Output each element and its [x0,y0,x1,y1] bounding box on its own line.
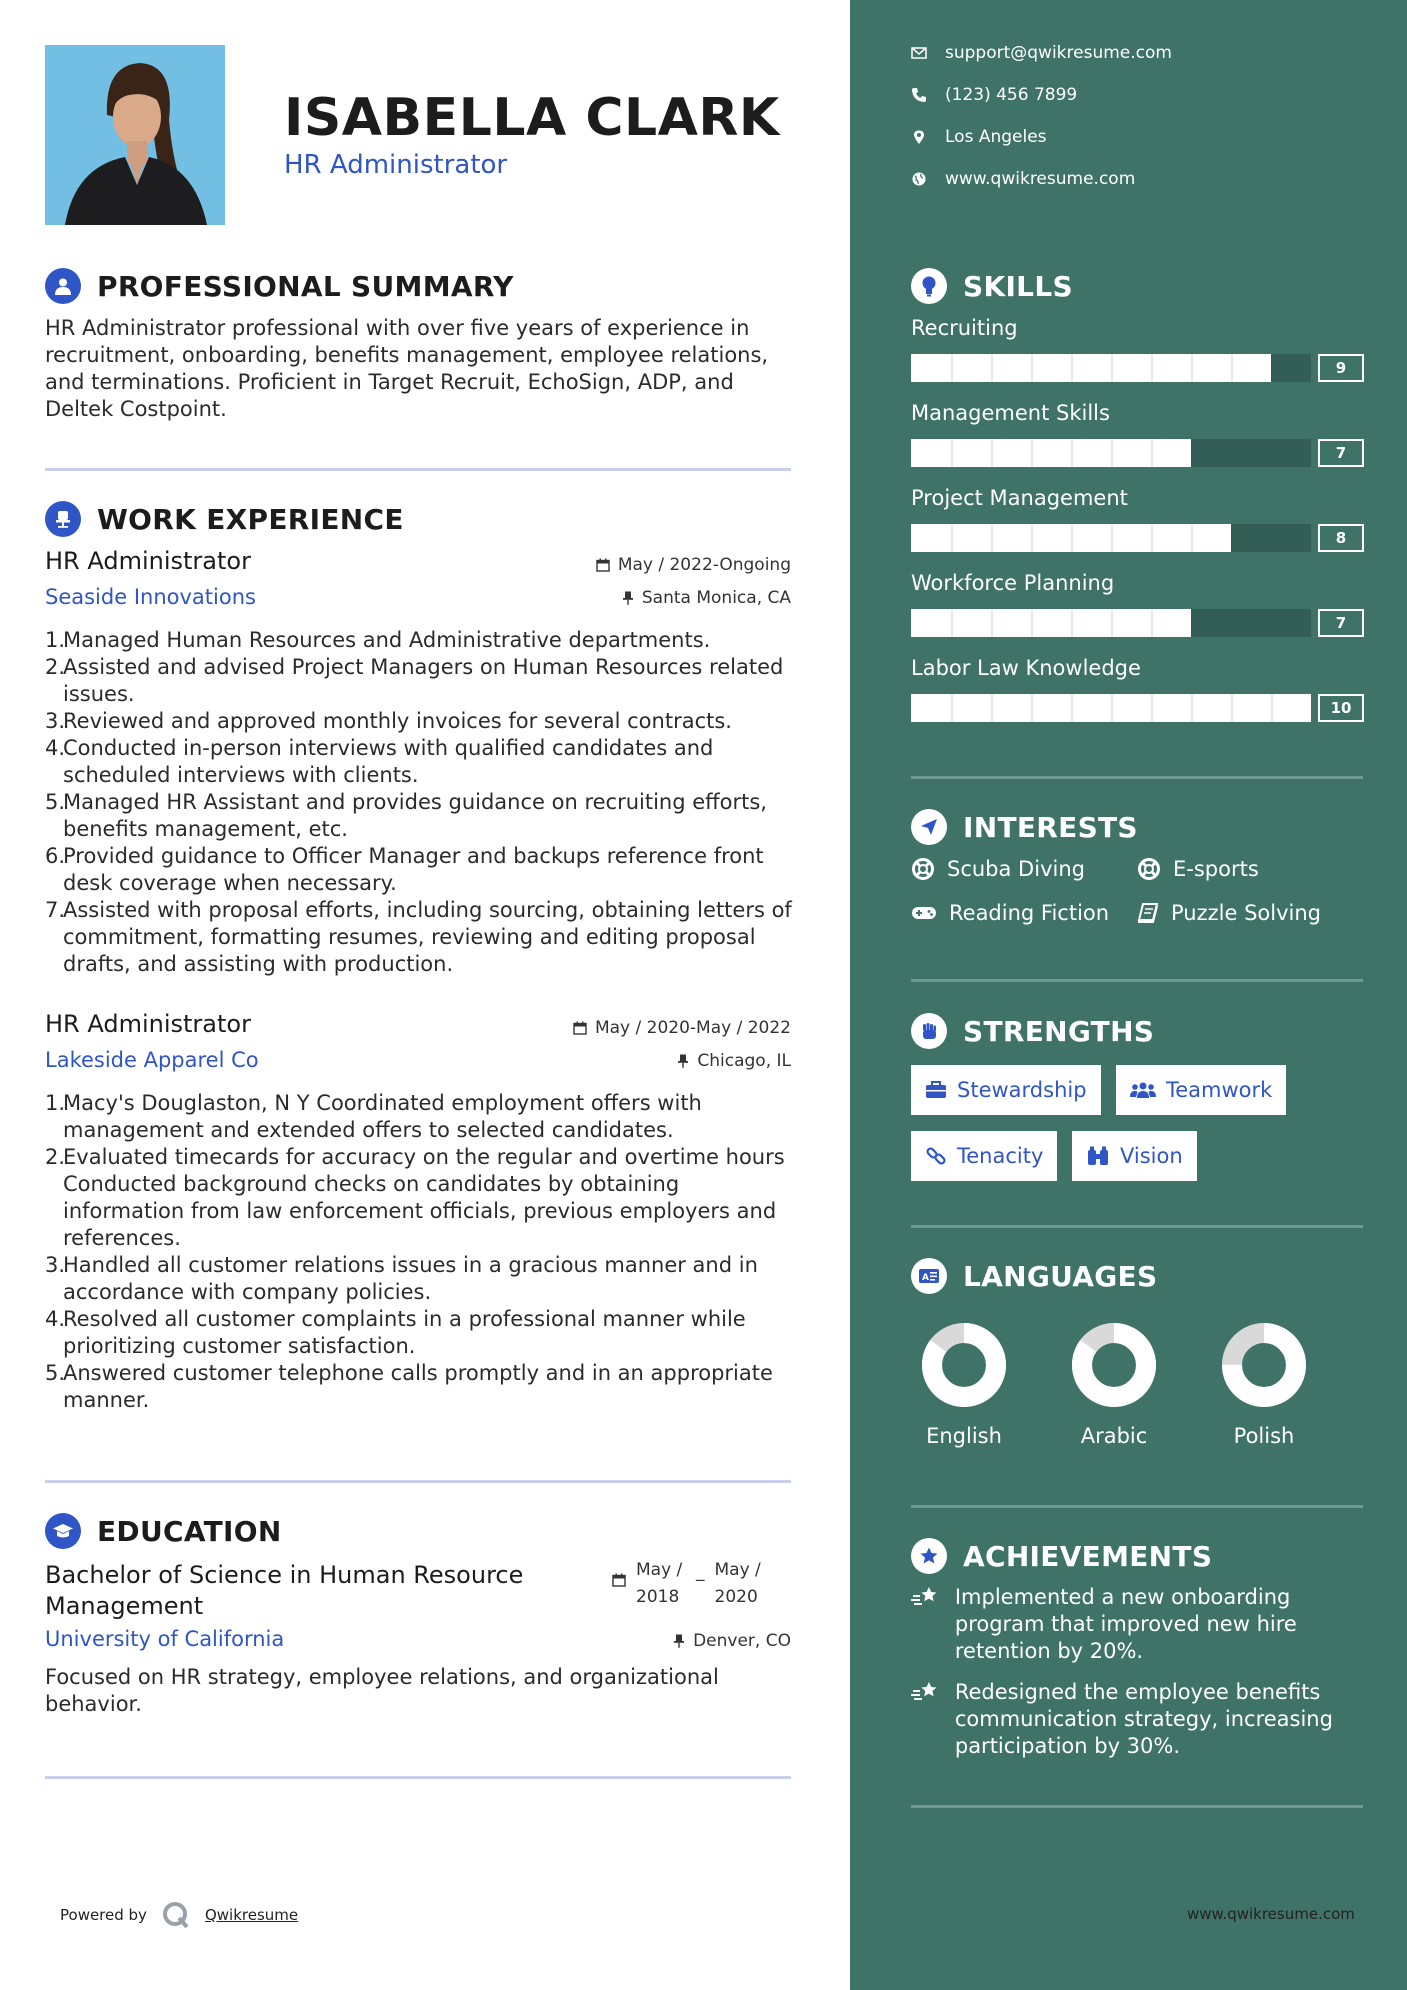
skill-bar-segment [1151,439,1153,467]
list-item: 4. Resolved all customer complaints in a professional manner while prioritizing customer satisfaction. [45,1307,746,1358]
gamepad-icon [911,904,937,922]
skill-name: Labor Law Knowledge [911,656,1141,680]
skill-bar-segment [1231,694,1233,722]
list-item: 5. Answered customer telephone calls promptly and in an appropriate manner. [45,1361,773,1412]
job-date-text: May / 2020-May / 2022 [594,1018,791,1038]
divider [911,776,1363,779]
powered-by [60,1900,298,1930]
paper-plane-icon [911,809,947,845]
skill-score: 7 [1318,609,1364,637]
education-date [612,1557,765,1611]
skill-bar-segment [951,354,953,382]
education-location [673,1631,791,1651]
svg-text:A: A [922,1273,929,1283]
binoculars-icon [1086,1146,1110,1166]
list-item: 1. Managed Human Resources and Administrative departments. [45,628,711,652]
education-heading [45,1513,282,1549]
divider [911,1225,1363,1228]
skill-bar-segment [1111,524,1113,552]
education-title: EDUCATION [97,1514,282,1548]
skill-bar-segment [991,354,993,382]
strength-chip: Vision [1072,1131,1197,1181]
interests-title: INTERESTS [963,810,1138,844]
list-item: 7. Assisted with proposal efforts, including sourcing, obtaining letters of commitment, formatting resumes, reviewing and editing proposal drafts, and assisting with production. [45,898,792,976]
skill-bar-segment [951,609,953,637]
contact-website[interactable]: www.qwikresume.com [911,169,1135,189]
education-description: Focused on HR strategy, employee relations, and organizational behavior. [45,1665,719,1716]
achievement-item: Implemented a new onboarding program that improved new hire retention by 20%. [911,1584,1363,1665]
degree-name: Bachelor of Science in Human Resource Management [45,1561,524,1620]
skill-bar-segment [1271,694,1273,722]
calendar-icon [573,1021,587,1035]
pin-icon [673,1634,685,1648]
shooting-star-icon [911,1584,941,1610]
briefcase-icon [925,1081,947,1099]
skill-bar-segment [1151,524,1153,552]
skill-bar-segment [1111,439,1113,467]
skill-bar-segment [1111,354,1113,382]
skill-bar-segment [951,439,953,467]
skill-bar-segment [1191,524,1193,552]
interest-item: Scuba Diving [911,857,1085,881]
contact-email[interactable]: support@qwikresume.com [911,43,1172,63]
language-proficiency-donut [1071,1322,1157,1408]
office-chair-icon [45,501,81,537]
job-location [622,588,791,608]
skill-bar-segment [1031,354,1033,382]
contact-location: Los Angeles [911,127,1047,147]
list-item: 6. Provided guidance to Officer Manager and backups reference front desk coverage when necessary. [45,844,764,895]
skill-bar-segment [1191,694,1193,722]
summary-text: HR Administrator professional with over five years of experience in recruitment, onboarding, benefits management, employee relations, and terminations. Proficient in Target Recruit, EchoSign, ADP, and Deltek Costpoint. [45,316,769,421]
powered-by-label: Powered by [60,1906,147,1924]
link-icon [925,1145,947,1167]
skill-level-fill [911,354,1271,382]
map-pin-icon [911,129,927,145]
job-responsibilities [45,627,800,978]
summary-title: PROFESSIONAL SUMMARY [97,269,514,303]
skill-bar-segment [1231,354,1233,382]
candidate-name: ISABELLA CLARK [284,88,780,148]
language-item [904,1322,1024,1448]
achievements-title: ACHIEVEMENTS [963,1539,1213,1573]
strength-chip: Teamwork [1116,1065,1286,1115]
skills-heading [911,268,1073,304]
skill-score: 10 [1318,694,1364,722]
skill-bar-segment [951,524,953,552]
list-item: 3. Reviewed and approved monthly invoices for several contracts. [45,709,732,733]
calendar-icon [596,558,610,572]
skill-name: Workforce Planning [911,571,1115,595]
language-icon [911,1258,947,1294]
language-name: Arabic [1080,1424,1148,1448]
job-location-text: Santa Monica, CA [641,588,791,608]
interest-item: Puzzle Solving [1137,901,1321,925]
pin-icon [677,1054,689,1068]
achievements-heading [911,1538,1212,1574]
strength-chip: Stewardship [911,1065,1101,1115]
interest-item: E-sports [1137,857,1259,881]
job-date [596,555,791,575]
skill-bar-segment [1111,694,1113,722]
skill-level-bar [911,439,1311,467]
company-name: Lakeside Apparel Co [45,1048,259,1072]
skill-bar-segment [1071,524,1073,552]
interests-heading [911,809,1138,845]
work-title: WORK EXPERIENCE [97,502,404,536]
skill-score: 8 [1318,524,1364,552]
divider [911,979,1363,982]
skill-bar-segment [1071,609,1073,637]
job-location [677,1051,791,1071]
skill-bar-segment [1031,609,1033,637]
skill-level-bar [911,609,1311,637]
footer-website[interactable]: www.qwikresume.com [1187,1905,1355,1923]
job-date-text: May / 2022-Ongoing [617,555,791,575]
skill-name: Recruiting [911,316,1018,340]
graduation-cap-icon [45,1513,81,1549]
skills-title: SKILLS [963,269,1073,303]
strengths-heading [911,1013,1154,1049]
language-proficiency-donut [1221,1322,1307,1408]
qwikresume-logo-icon [161,1900,191,1930]
pin-icon [622,591,634,605]
fist-icon [911,1013,947,1049]
skill-bar-segment [1031,439,1033,467]
job-title: HR Administrator [45,547,251,575]
list-item: 2. Evaluated timecards for accuracy on the regular and overtime hours Conducted background checks on candidates by obtaining information from law enforcement officials, previous employers and references. [45,1145,785,1250]
phone-icon [911,87,927,103]
skill-score: 7 [1318,439,1364,467]
strengths-title: STRENGTHS [963,1014,1155,1048]
language-proficiency-donut [921,1322,1007,1408]
languages-heading [911,1258,1157,1294]
candidate-role: HR Administrator [284,150,508,180]
shooting-star-icon [911,1679,941,1705]
list-item: 5. Managed HR Assistant and provides guidance on recruiting efforts, benefits management, etc. [45,790,767,841]
company-name: Seaside Innovations [45,585,256,609]
envelope-icon [911,47,927,59]
user-icon [45,268,81,304]
skill-level-fill [911,609,1191,637]
skill-bar-segment [1111,609,1113,637]
strength-chip: Tenacity [911,1131,1057,1181]
skill-name: Project Management [911,486,1128,510]
skill-bar-segment [991,694,993,722]
divider [911,1805,1363,1808]
skill-name: Management Skills [911,401,1110,425]
languages-title: LANGUAGES [963,1259,1158,1293]
list-item: 4. Conducted in-person interviews with qualified candidates and scheduled interviews with clients. [45,736,714,787]
skill-bar-segment [991,609,993,637]
qwikresume-link[interactable]: Qwikresume [204,1906,299,1924]
language-name: Polish [1233,1424,1295,1448]
skill-bar-segment [991,439,993,467]
job-date [573,1018,791,1038]
skill-bar-segment [1071,694,1073,722]
school-name: University of California [45,1627,285,1651]
list-item: 1. Macy's Douglaston, N Y Coordinated employment offers with management and extended offers to selected candidates. [45,1091,702,1142]
date-separator: _ [696,1562,705,1582]
language-name: English [926,1424,1002,1448]
skill-bar-segment [1151,694,1153,722]
skill-bar-segment [1151,354,1153,382]
skill-bar-segment [1191,354,1193,382]
divider [45,468,791,471]
calendar-icon [612,1573,626,1587]
life-ring-icon [1137,857,1161,881]
users-icon [1130,1081,1156,1099]
profile-photo [45,45,225,225]
skill-bar-segment [1031,524,1033,552]
contact-phone[interactable]: (123) 456 7899 [911,85,1077,105]
education-end-date: May / 2020 [714,1560,761,1607]
work-heading [45,501,404,537]
divider [45,1480,791,1483]
list-item: 2. Assisted and advised Project Managers on Human Resources related issues. [45,655,784,706]
skill-level-bar [911,354,1311,382]
skill-bar-segment [1071,354,1073,382]
life-ring-icon [911,857,935,881]
interest-item: Reading Fiction [911,901,1109,925]
job-location-text: Chicago, IL [697,1051,791,1071]
skill-score: 9 [1318,354,1364,382]
job-responsibilities [45,1090,800,1414]
list-item: 3. Handled all customer relations issues in a gracious manner and in accordance with company policies. [45,1253,758,1304]
job-title: HR Administrator [45,1010,251,1038]
skill-bar-segment [1071,439,1073,467]
summary-heading [45,268,514,304]
skill-bar-segment [1151,609,1153,637]
skill-level-bar [911,524,1311,552]
language-item [1204,1322,1324,1448]
skill-level-bar [911,694,1311,722]
divider [911,1505,1363,1508]
globe-icon [911,171,927,187]
skill-level-fill [911,439,1191,467]
book-icon [1137,902,1159,924]
education-location-text: Denver, CO [693,1631,791,1651]
sidebar [850,0,1407,1990]
achievement-item: Redesigned the employee benefits communication strategy, increasing participation by 30%. [911,1679,1363,1760]
skill-bar-segment [991,524,993,552]
skill-bar-segment [951,694,953,722]
education-start-date: May / 2018 [636,1560,683,1607]
skill-bar-segment [1031,694,1033,722]
star-badge-icon [911,1538,947,1574]
language-item [1054,1322,1174,1448]
lightbulb-icon [911,268,947,304]
divider [45,1776,791,1779]
